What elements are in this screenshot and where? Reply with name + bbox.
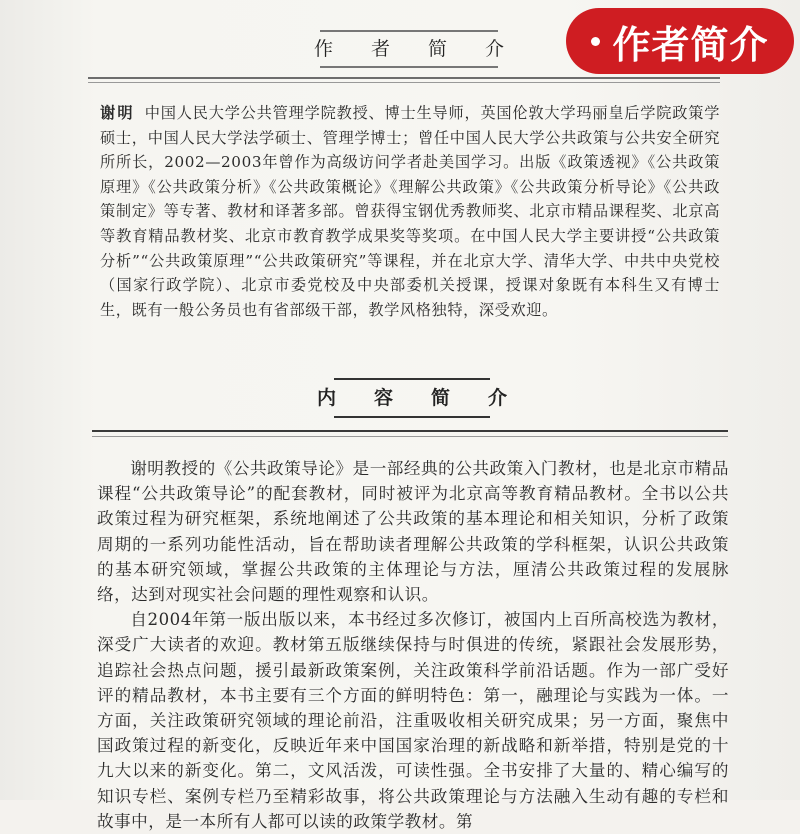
heading-char: 者 xyxy=(370,37,390,60)
bullet-dot-icon xyxy=(591,37,600,46)
section-divider xyxy=(88,77,720,79)
heading-char: 简 xyxy=(431,386,451,409)
heading-ornament-frame xyxy=(320,30,498,68)
banner-label: 作者简介 xyxy=(612,22,769,67)
heading-char: 简 xyxy=(428,37,448,60)
heading-char: 介 xyxy=(488,386,508,409)
section-divider-thin xyxy=(92,436,728,437)
author-bio xyxy=(100,101,720,322)
heading-ornament-frame xyxy=(334,378,490,418)
heading-char: 介 xyxy=(485,37,505,60)
author-bio-text: 中国人民大学公共管理学院教授、博士生导师，英国伦敦大学玛丽皇后学院政策学硕士，中国人民大学法学硕士、管理学博士；曾任中国人民大学公共政策与公共安全研究所所长，2002—2003年曾作为高级访问学者赴美国学习。出版《政策透视》《公共政策原理》《公共政策分析》《公共政策概论》《理解公共政策》《公共政策分析导论》《公共政策制定》等专著、教材和译著多部。曾获得宝钢优秀教师奖、北京市精品课程奖、北京高等教育精品教材奖、北京市教育教学成果奖等奖项。在中国人民大学主要讲授“公共政策分析”“公共政策原理”“公共政策研究”等课程，并在北京大学、清华大学、中共中央党校（国家行政学院）、北京市委党校及中央部委机关授课，授课对象既有本科生又有博士生，既有一般公务员也有省部级干部，教学风格独特，深受欢迎。 xyxy=(100,104,721,319)
content-section-heading xyxy=(316,378,508,414)
heading-char: 容 xyxy=(373,386,393,409)
section-divider xyxy=(92,430,728,432)
author-intro-banner xyxy=(566,8,794,74)
content-summary xyxy=(97,456,729,834)
author-section-heading xyxy=(313,30,505,64)
heading-char: 作 xyxy=(313,37,333,60)
section-divider-thin xyxy=(88,82,720,83)
summary-paragraph: 谢明教授的《公共政策导论》是一部经典的公共政策入门教材，也是北京市精品课程“公共政策导论”的配套教材，同时被评为北京高等教育精品教材。全书以公共政策过程为研究框架，系统地阐述了公共政策的基本理论和相关知识，分析了政策周期的一系列功能性活动，旨在帮助读者理解公共政策的学科框架，认识公共政策的基本研究领域，掌握公共政策的主体理论与方法，厘清公共政策过程的发展脉络，达到对现实社会问题的理性观察和认识。 xyxy=(97,459,729,605)
summary-paragraph: 自2004年第一版出版以来，本书经过多次修订，被国内上百所高校选为教材，深受广大读者的欢迎。教材第五版继续保持与时俱进的传统，紧跟社会发展形势，追踪社会热点问题，援引最新政策案例，关注政策科学前沿话题。作为一部广受好评的精品教材，本书主要有三个方面的鲜明特色：第一，融理论与实践为一体。一方面，关注政策研究领域的理论前沿，注重吸收相关研究成果；另一方面，聚焦中国政策过程的新变化，反映近年来中国国家治理的新战略和新举措，特别是党的十九大以来的新变化。第二，文风活泼，可读性强。全书安排了大量的、精心编写的知识专栏、案例专栏乃至精彩故事，将公共政策理论与方法融入生动有趣的专栏和故事中，是一本所有人都可以读的政策学教材。第 xyxy=(97,610,729,831)
author-name: 谢明 xyxy=(100,104,135,122)
heading-char: 内 xyxy=(316,386,336,409)
